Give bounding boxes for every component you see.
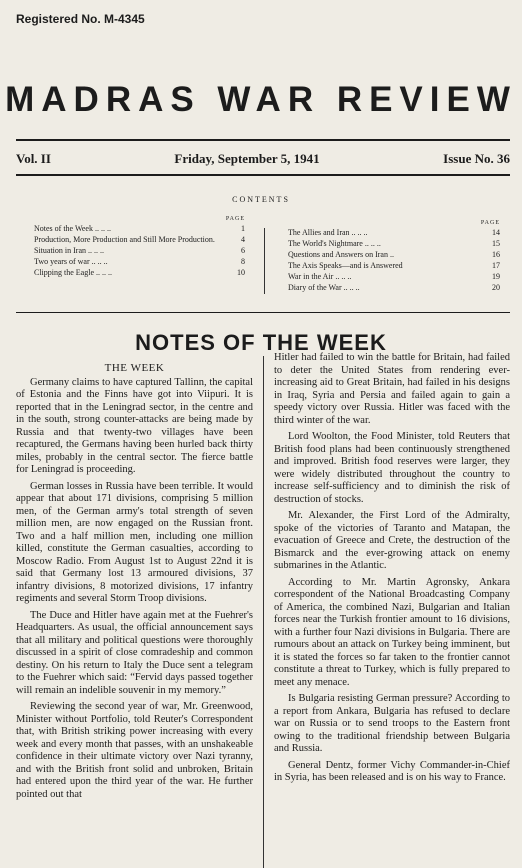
- contents-entry-page: 6: [241, 246, 245, 255]
- contents-bottom-rule: [16, 312, 510, 313]
- contents-entry[interactable]: [288, 238, 500, 249]
- contents-entry-page: 17: [492, 261, 500, 270]
- contents-entry-title: Situation in Iran .. .. ..: [34, 246, 104, 255]
- volume-label: Vol. II: [16, 151, 51, 166]
- contents-divider: [264, 228, 265, 294]
- contents-right-column: [288, 219, 500, 293]
- article-paragraph: The Duce and Hitler have again met at the Fuehrer's Headquarters. As usual, the official announcement says that all military and political questions were thoroughly discussed in a spirit of close comradeship and common destiny. On his return to Italy the Duce sent a telegram to the Fuehrer which said: “Fervid days passed together will remain an indelible souvenir in my memory.”: [16, 609, 253, 696]
- article-paragraph: German losses in Russia have been terrible. It would appear that about 171 divisions, comprising 5 million men, of the German army's total strength of seven million men, are now engaged on the Russian front. Two and a half million men, including one million killed, constitute the German casualties, according to Moscow Radio. From August 1st to August 22nd it is said that Germany lost 13 armoured divisions, 37 infantry divisions, 8 motorized divisions, 17 infantry regiments and several Storm Troop divisions.: [16, 480, 253, 604]
- contents-entry[interactable]: [34, 245, 245, 256]
- contents-entry[interactable]: [34, 234, 245, 245]
- contents-entry-title: The Axis Speaks—and is Answered: [288, 261, 403, 270]
- contents-left-column: [34, 215, 245, 278]
- column-divider: [263, 356, 264, 868]
- page-column-header: PAGE: [480, 220, 500, 226]
- section-subheading: THE WEEK: [104, 362, 165, 374]
- contents-title: CONTENTS: [232, 195, 290, 204]
- contents-entry[interactable]: [288, 249, 500, 260]
- page-column-header: PAGE: [225, 216, 245, 222]
- contents-entry-page: 16: [492, 250, 500, 259]
- bottom-rule: [16, 174, 510, 176]
- contents-entry-title: Two years of war .. .. ..: [34, 257, 108, 266]
- top-rule: [16, 139, 510, 141]
- article-paragraph: Hitler had failed to win the battle for Britain, had failed to deter the United States from rendering ever-increasing aid to Great Britain, had failed in his designs in Iraq, Syria and Persia and failed again to gain a speedy victory over Russia. Hitler was faced with the third winter of the war.: [274, 352, 510, 426]
- registration-number: Registered No. M-4345: [16, 12, 145, 26]
- article-paragraph: Reviewing the second year of war, Mr. Greenwood, Minister without Portfolio, told Reuter's Correspondent that, with British striking power increasing with every week and every month that passes, with an unshakeable confidence in their ultimate victory over Nazi tyranny, and with the British front solid and unbroken, Britain had entered upon the third year of the war. He further pointed out that: [16, 701, 253, 800]
- contents-entry-page: 8: [241, 257, 245, 266]
- article-paragraph: Lord Woolton, the Food Minister, told Reuters that British food plans had been continuously strengthened and improved. British food reserves were larger, they were widely distributed throughout the country to increase self-sufficiency and to diminish the risk of destruction of stocks.: [274, 431, 510, 505]
- contents-entry-title: The World's Nightmare .. .. ..: [288, 239, 381, 248]
- issue-date: Friday, September 5, 1941: [174, 151, 320, 166]
- contents-entry[interactable]: [288, 282, 500, 293]
- publication-title: MADRAS WAR REVIEW: [5, 80, 517, 119]
- contents-entry-title: Notes of the Week .. .. ..: [34, 224, 111, 233]
- contents-entry[interactable]: [288, 227, 500, 238]
- contents-entry-title: The Allies and Iran .. .. ..: [288, 228, 368, 237]
- contents-entry-page: 4: [241, 235, 245, 244]
- article-paragraph: Is Bulgaria resisting German pressure? According to a report from Ankara, Bulgaria has refused to declare war on Russia or to send troops to the Eastern front owing to the traditional friendship between Bulgaria and Russia.: [274, 693, 510, 754]
- contents-entry-title: Diary of the War .. .. ..: [288, 283, 360, 292]
- contents-entry[interactable]: [288, 260, 500, 271]
- contents-entry[interactable]: [34, 256, 245, 267]
- contents-entry[interactable]: [288, 271, 500, 282]
- contents-entry-page: 1: [241, 224, 245, 233]
- article-paragraph: Germany claims to have captured Tallinn, the capital of Estonia and the Finns have got into Viipuri. It is reported that in the Leningrad sector, in the centre and in the south, strong counter-attacks are being made by Russia and that twenty-two villages have been recaptured, the Germans having been hurled back thirty miles, probably in the central sector. The fierce battle for Leningrad is proceeding.: [16, 376, 253, 475]
- contents-entry-page: 14: [492, 228, 500, 237]
- section-heading: NOTES OF THE WEEK: [135, 330, 387, 355]
- article-paragraph: General Dentz, former Vichy Commander-in-Chief in Syria, has been released and is on his way to France.: [274, 759, 510, 783]
- contents-entry-title: Production, More Production and Still More Production.: [34, 235, 215, 244]
- issue-line: [16, 151, 510, 167]
- issue-number: Issue No. 36: [443, 151, 510, 166]
- contents-entry-page: 15: [492, 239, 500, 248]
- article-paragraph: Mr. Alexander, the First Lord of the Admiralty, spoke of the victories of Taranto and Matapan, the evacuation of Greece and Crete, the destruction of the Bismarck and the ever-growing attack on enemy submarines in the Atlantic.: [274, 510, 510, 571]
- article-paragraph: According to Mr. Martin Agronsky, Ankara correspondent of the National Broadcasting Company of America, the combined Nazi, Bulgarian and Italian forces near the Turkish frontier amount to 16 divisions, with a further four Nazi divisions in Bulgaria. There are rumours about an attack on Turkey being imminent, but it is stated the forces so far taken to the frontier cannot constitute a threat to Turkey, which is fully prepared to meet any menace.: [274, 576, 510, 688]
- contents-entry-page: 10: [237, 268, 245, 277]
- contents-entry-title: Questions and Answers on Iran ..: [288, 250, 394, 259]
- contents-entry[interactable]: [34, 223, 245, 234]
- contents-entry[interactable]: [34, 267, 245, 278]
- contents-entry-page: 20: [492, 283, 500, 292]
- contents-entry-page: 19: [492, 272, 500, 281]
- article-left-column: [16, 362, 253, 805]
- article-right-column: [274, 352, 510, 789]
- contents-entry-title: War in the Air .. .. ..: [288, 272, 352, 281]
- contents-entry-title: Clipping the Eagle .. .. ..: [34, 268, 112, 277]
